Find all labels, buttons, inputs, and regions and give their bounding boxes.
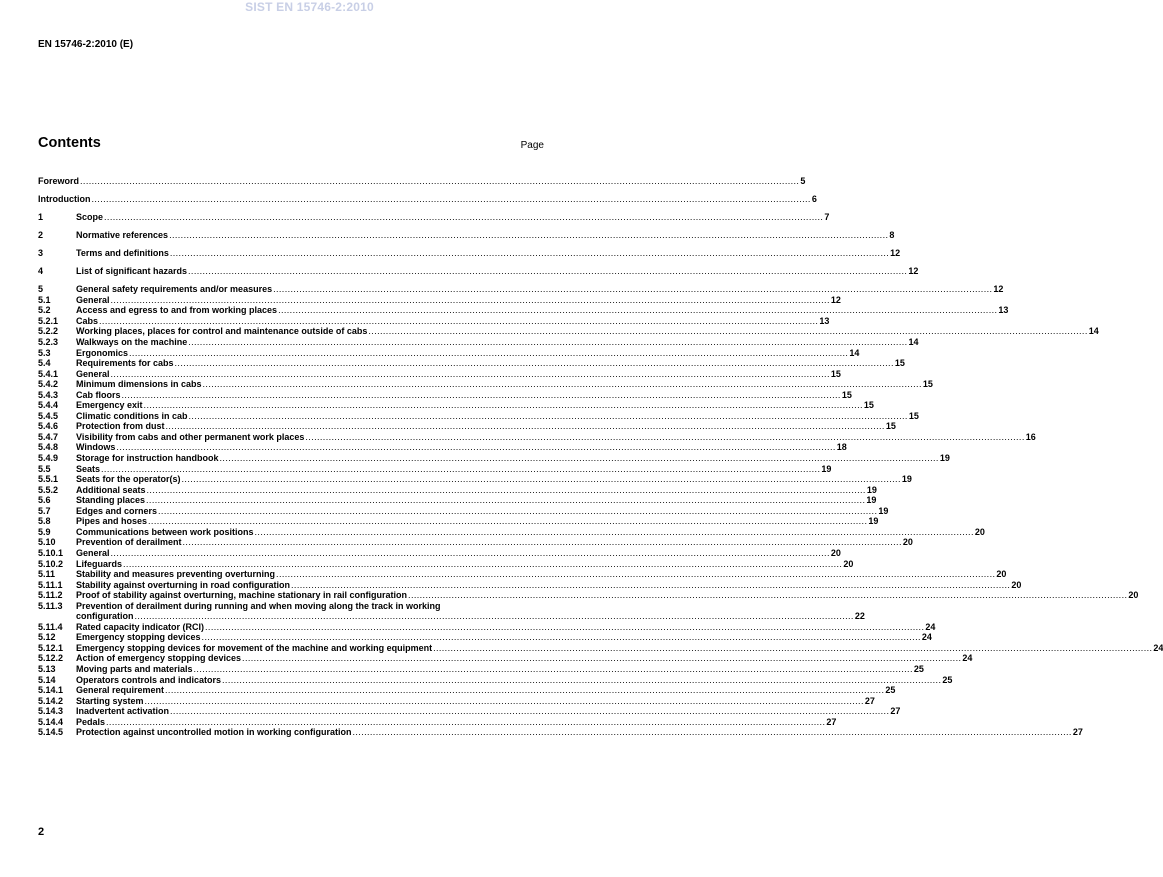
toc-entry-page: 15 bbox=[908, 410, 919, 421]
toc-entry-number: 5.11.2 bbox=[38, 590, 63, 601]
toc-entry-page: 15 bbox=[841, 389, 852, 400]
toc-entry-title: Emergency exit bbox=[76, 400, 143, 411]
toc-entry-page: 14 bbox=[1088, 326, 1099, 337]
toc-entry[interactable] bbox=[38, 442, 847, 453]
toc-entry-number: 4 bbox=[38, 266, 44, 277]
toc-entry-title: Visibility from cabs and other permanent work places bbox=[76, 431, 305, 442]
toc-entry-title: Moving parts and materials bbox=[76, 663, 193, 674]
toc-entry[interactable] bbox=[38, 516, 879, 527]
toc-entry[interactable] bbox=[38, 716, 837, 728]
toc-entry-title: Terms and definitions bbox=[76, 248, 169, 259]
toc-leader-dots bbox=[255, 527, 974, 538]
toc-leader-dots bbox=[111, 295, 830, 306]
toc-entry-number: 5.4.2 bbox=[38, 379, 59, 390]
toc-leader-dots bbox=[353, 727, 1072, 738]
toc-entry-page: 20 bbox=[843, 558, 854, 569]
toc-entry[interactable] bbox=[38, 706, 901, 717]
toc-leader-dots bbox=[80, 176, 799, 187]
toc-entry[interactable] bbox=[38, 212, 830, 223]
toc-entry-title: Proof of stability against overturning, machine stationary in rail configuration bbox=[76, 590, 408, 601]
toc-leader-dots bbox=[194, 664, 913, 675]
toc-entry-title: Windows bbox=[76, 442, 116, 453]
toc-entry-number: 5.6 bbox=[38, 495, 51, 506]
toc-entry-page: 24 bbox=[962, 653, 973, 664]
toc-entry[interactable] bbox=[38, 463, 832, 475]
toc-leader-dots bbox=[116, 442, 835, 453]
toc-leader-dots bbox=[111, 548, 830, 559]
toc-entry[interactable] bbox=[38, 400, 874, 411]
toc-entry-number: 5.4.9 bbox=[38, 453, 59, 464]
watermark: SIST EN 15746-2:2010 bbox=[245, 0, 374, 14]
toc-entry-title: Minimum dimensions in cabs bbox=[76, 379, 202, 390]
toc-entry[interactable] bbox=[38, 505, 889, 517]
toc-entry[interactable] bbox=[38, 685, 896, 696]
toc-entry[interactable] bbox=[38, 537, 913, 548]
toc-entry-number: 5.10.2 bbox=[38, 558, 64, 569]
toc-entry-number: 5.4.1 bbox=[38, 368, 59, 379]
toc-leader-dots bbox=[129, 348, 848, 359]
toc-entry[interactable] bbox=[38, 674, 953, 686]
toc-leader-dots bbox=[146, 495, 865, 506]
toc-entry-page: 20 bbox=[1011, 579, 1022, 590]
toc-entry-number: 5.11 bbox=[38, 569, 56, 580]
toc-entry-title: Scope bbox=[76, 212, 104, 223]
toc-entry[interactable] bbox=[38, 315, 830, 327]
toc-leader-dots bbox=[166, 421, 885, 432]
toc-entry-number: 5.14.3 bbox=[38, 706, 64, 717]
toc-entry-page: 19 bbox=[878, 505, 889, 516]
toc-entry[interactable] bbox=[38, 431, 1036, 443]
toc-entry-number: 5 bbox=[38, 284, 44, 295]
toc-entry-page: 20 bbox=[1128, 590, 1139, 601]
toc-entry-title: Prevention of derailment bbox=[76, 537, 182, 548]
toc-leader-dots bbox=[122, 390, 841, 401]
toc-entry[interactable] bbox=[38, 484, 877, 496]
toc-entry-number: 5.5.1 bbox=[38, 474, 59, 485]
toc-entry-number: 5.4.3 bbox=[38, 389, 59, 400]
toc-entry-page: 20 bbox=[830, 547, 841, 558]
toc-entry[interactable] bbox=[38, 194, 817, 205]
toc-entry[interactable] bbox=[38, 547, 841, 559]
toc-entry-number: 5.10.1 bbox=[38, 547, 64, 558]
toc-entry-title: Emergency stopping devices bbox=[76, 632, 201, 643]
toc-entry-page: 14 bbox=[849, 347, 860, 358]
toc-leader-dots bbox=[242, 653, 961, 664]
toc-leader-dots bbox=[205, 622, 924, 633]
toc-leader-dots bbox=[188, 266, 907, 277]
toc-entry-title: Operators controls and indicators bbox=[76, 674, 222, 685]
document-code: EN 15746-2:2010 (E) bbox=[38, 39, 134, 50]
toc-leader-dots bbox=[175, 358, 894, 369]
toc-entry-page: 5 bbox=[800, 176, 806, 186]
toc-entry-number: 5.2.1 bbox=[38, 315, 59, 326]
toc-entry-title: Working places, places for control and maintenance outside of cabs bbox=[76, 326, 368, 337]
toc-entry-number: 5.4.5 bbox=[38, 410, 59, 421]
toc-entry-number: 5.11.3 bbox=[38, 600, 63, 611]
toc-entry[interactable] bbox=[38, 368, 841, 380]
toc-leader-dots bbox=[147, 485, 866, 496]
toc-entry-title: Cabs bbox=[76, 315, 99, 326]
toc-entry-title: Storage for instruction handbook bbox=[76, 453, 219, 464]
toc-entry-title: General bbox=[76, 547, 110, 558]
toc-entry-page: 15 bbox=[922, 379, 933, 390]
toc-entry[interactable] bbox=[38, 642, 1163, 654]
toc-entry-title: Protection against uncontrolled motion in working configuration bbox=[76, 727, 352, 738]
toc-entry-number: 5.3 bbox=[38, 347, 51, 358]
toc-leader-dots bbox=[148, 516, 867, 527]
toc-entry-number: 5.2.2 bbox=[38, 326, 59, 337]
toc-entry[interactable] bbox=[38, 590, 1139, 601]
toc-entry-number: 5.4.7 bbox=[38, 431, 59, 442]
toc-entry-title: Standing places bbox=[76, 495, 146, 506]
toc-leader-dots bbox=[189, 411, 908, 422]
toc-entry-title: Introduction bbox=[38, 194, 91, 205]
toc-entry-title: Communications between work positions bbox=[76, 526, 254, 537]
toc-entry-page: 27 bbox=[864, 695, 875, 706]
toc-entry[interactable] bbox=[38, 495, 877, 506]
toc-entry-title: Walkways on the machine bbox=[76, 337, 188, 348]
toc-entry-number: 5.10 bbox=[38, 537, 56, 548]
toc-entry[interactable] bbox=[38, 695, 875, 707]
toc-leader-dots bbox=[203, 379, 922, 390]
toc-entry-page: 19 bbox=[901, 474, 912, 485]
toc-entry-number: 2 bbox=[38, 230, 44, 241]
contents-heading: Contents bbox=[38, 135, 101, 151]
toc-entry-number: 5.4 bbox=[38, 358, 51, 369]
toc-leader-dots bbox=[145, 696, 864, 707]
toc-entry[interactable] bbox=[38, 558, 854, 570]
toc-entry[interactable] bbox=[38, 266, 919, 277]
toc-entry-number: 5.2 bbox=[38, 305, 51, 316]
toc-leader-dots bbox=[368, 326, 1087, 337]
toc-entry-page: 19 bbox=[939, 453, 950, 464]
toc-entry-title: Seats for the operator(s) bbox=[76, 474, 181, 485]
toc-entry-page: 16 bbox=[1025, 431, 1036, 442]
toc-entry[interactable] bbox=[38, 358, 905, 369]
toc-entry[interactable] bbox=[38, 326, 1099, 337]
toc-entry-title: Seats bbox=[76, 463, 101, 474]
toc-entry-page: 13 bbox=[998, 305, 1009, 316]
toc-entry-title: Normative references bbox=[76, 230, 169, 241]
toc-entry-page: 20 bbox=[996, 569, 1007, 580]
toc-entry-title: Pedals bbox=[76, 716, 106, 727]
toc-entry-page: 19 bbox=[866, 484, 877, 495]
toc-entry-number: 5.9 bbox=[38, 526, 51, 537]
toc-entry-title: Cab floors bbox=[76, 389, 121, 400]
toc-leader-dots bbox=[273, 284, 992, 295]
toc-entry[interactable] bbox=[38, 421, 896, 432]
toc-entry-page: 19 bbox=[868, 516, 879, 527]
toc-entry-page: 15 bbox=[863, 400, 874, 411]
toc-entry[interactable] bbox=[38, 569, 1007, 580]
toc-entry-number: 5.4.6 bbox=[38, 421, 59, 432]
toc-entry-page: 15 bbox=[894, 358, 905, 369]
toc-entry[interactable] bbox=[38, 453, 950, 464]
toc-entry-number: 5.12.1 bbox=[38, 642, 64, 653]
toc-entry-number: 5.2.3 bbox=[38, 337, 59, 348]
toc-leader-dots bbox=[182, 474, 901, 485]
toc-entry-number: 5.12 bbox=[38, 632, 56, 643]
toc-entry-title: General safety requirements and/or measures bbox=[76, 284, 273, 295]
toc-entry-page: 25 bbox=[885, 685, 896, 696]
toc-entry-title: Foreword bbox=[38, 176, 80, 186]
toc-entry-page: 18 bbox=[836, 442, 847, 453]
toc-entry-number: 5.5.2 bbox=[38, 484, 59, 495]
toc-entry-title: Edges and corners bbox=[76, 505, 158, 516]
toc-entry-number: 5.5 bbox=[38, 463, 51, 474]
toc-entry-continuation[interactable] bbox=[38, 611, 865, 622]
toc-entry-page: 15 bbox=[885, 421, 896, 432]
toc-leader-dots bbox=[170, 248, 889, 259]
toc-entry-title: Ergonomics bbox=[76, 347, 129, 358]
toc-entry-number: 5.14.5 bbox=[38, 727, 64, 738]
toc-entry[interactable] bbox=[38, 526, 985, 538]
toc-entry-page: 13 bbox=[819, 315, 830, 326]
toc-leader-dots bbox=[158, 506, 877, 517]
toc-leader-dots bbox=[188, 337, 907, 348]
toc-entry[interactable] bbox=[38, 632, 932, 643]
table-of-contents bbox=[38, 176, 1163, 738]
toc-entry[interactable] bbox=[38, 337, 919, 348]
toc-entry[interactable] bbox=[38, 347, 860, 359]
toc-entry-page: 12 bbox=[890, 248, 901, 259]
toc-entry-title: General bbox=[76, 368, 110, 379]
toc-entry-title: Lifeguards bbox=[76, 558, 123, 569]
toc-leader-dots bbox=[92, 194, 811, 205]
toc-leader-dots bbox=[123, 559, 842, 570]
toc-entry-page: 8 bbox=[889, 230, 895, 241]
toc-entry-title: Inadvertent activation bbox=[76, 706, 170, 717]
toc-entry-title: Rated capacity indicator (RCI) bbox=[76, 621, 205, 632]
toc-leader-dots bbox=[99, 316, 818, 327]
toc-entry-title: List of significant hazards bbox=[76, 266, 188, 277]
toc-entry-title: Emergency stopping devices for movement of the machine and working equipment bbox=[76, 642, 433, 653]
toc-entry-title: Climatic conditions in cab bbox=[76, 410, 188, 421]
toc-leader-dots bbox=[165, 685, 884, 696]
toc-entry[interactable] bbox=[38, 727, 1083, 738]
toc-leader-dots bbox=[111, 369, 830, 380]
toc-entry-title: Prevention of derailment during running and when moving along the track in working bbox=[76, 600, 441, 611]
toc-entry-page: 25 bbox=[942, 674, 953, 685]
toc-entry-number: 3 bbox=[38, 248, 44, 259]
toc-entry-number: 1 bbox=[38, 212, 44, 223]
toc-entry-title: Stability and measures preventing overturning bbox=[76, 569, 276, 580]
toc-leader-dots bbox=[106, 717, 825, 728]
toc-entry[interactable] bbox=[38, 284, 1004, 295]
toc-leader-dots bbox=[222, 675, 941, 686]
toc-leader-dots bbox=[278, 305, 997, 316]
toc-leader-dots bbox=[220, 453, 939, 464]
toc-entry-title: Starting system bbox=[76, 695, 144, 706]
toc-entry-title: Additional seats bbox=[76, 484, 146, 495]
toc-entry[interactable] bbox=[38, 621, 936, 633]
toc-leader-dots bbox=[202, 632, 921, 643]
toc-entry[interactable] bbox=[38, 389, 852, 401]
toc-entry-number: 5.11.1 bbox=[38, 579, 63, 590]
toc-entry-number: 5.8 bbox=[38, 516, 51, 527]
toc-entry-page: 25 bbox=[913, 663, 924, 674]
toc-entry[interactable] bbox=[38, 663, 924, 675]
toc-entry-title: Requirements for cabs bbox=[76, 358, 174, 369]
toc-leader-dots bbox=[276, 569, 995, 580]
toc-entry-page: 14 bbox=[908, 337, 919, 348]
toc-entry-page: 27 bbox=[890, 706, 901, 717]
toc-entry-number: 5.14.1 bbox=[38, 685, 64, 696]
toc-entry-page: 19 bbox=[821, 463, 832, 474]
toc-entry-title: General requirement bbox=[76, 685, 165, 696]
toc-entry-title: Stability against overturning in road configuration bbox=[76, 579, 291, 590]
toc-entry-page: 27 bbox=[826, 716, 837, 727]
page-number: 2 bbox=[38, 826, 45, 838]
toc-entry-page: 20 bbox=[902, 537, 913, 548]
toc-entry-page: 12 bbox=[993, 284, 1004, 295]
toc-entry-title: Action of emergency stopping devices bbox=[76, 653, 242, 664]
toc-entry-page: 24 bbox=[1153, 642, 1163, 653]
toc-entry-page: 15 bbox=[830, 368, 841, 379]
toc-entry[interactable] bbox=[38, 579, 1022, 591]
toc-entry-title: Pipes and hoses bbox=[76, 516, 148, 527]
toc-entry-title: Access and egress to and from working places bbox=[76, 305, 278, 316]
toc-entry-page: 22 bbox=[854, 611, 865, 622]
toc-entry-title: General bbox=[76, 294, 110, 305]
toc-leader-dots bbox=[135, 611, 854, 622]
toc-entry-page: 27 bbox=[1072, 727, 1083, 738]
toc-entry-title: Protection from dust bbox=[76, 421, 165, 432]
toc-leader-dots bbox=[433, 643, 1152, 654]
toc-leader-dots bbox=[169, 230, 888, 241]
toc-entry[interactable] bbox=[38, 294, 841, 306]
toc-entry[interactable] bbox=[38, 653, 973, 664]
toc-entry-number: 5.7 bbox=[38, 505, 51, 516]
toc-entry-page: 20 bbox=[974, 526, 985, 537]
toc-entry-number: 5.12.2 bbox=[38, 653, 64, 664]
toc-leader-dots bbox=[183, 537, 902, 548]
toc-entry-number: 5.11.4 bbox=[38, 621, 63, 632]
toc-entry-page: 12 bbox=[830, 294, 841, 305]
toc-entry[interactable] bbox=[38, 474, 912, 485]
toc-entry-number: 5.4.8 bbox=[38, 442, 59, 453]
toc-leader-dots bbox=[291, 580, 1010, 591]
toc-entry[interactable] bbox=[38, 176, 806, 187]
toc-leader-dots bbox=[408, 590, 1127, 601]
toc-entry-number: 5.14 bbox=[38, 674, 56, 685]
toc-entry[interactable] bbox=[38, 248, 901, 259]
toc-entry-page: 6 bbox=[811, 194, 817, 205]
toc-leader-dots bbox=[144, 400, 863, 411]
toc-entry-number: 5.13 bbox=[38, 663, 56, 674]
toc-entry[interactable] bbox=[38, 305, 1009, 316]
toc-entry-page: 24 bbox=[921, 632, 932, 643]
toc-entry-number: 5.4.4 bbox=[38, 400, 59, 411]
toc-entry-title-continued: configuration bbox=[76, 611, 134, 622]
toc-entry-page: 24 bbox=[925, 621, 936, 632]
toc-entry-page: 19 bbox=[866, 495, 877, 506]
toc-leader-dots bbox=[305, 432, 1024, 443]
toc-entry-page: 12 bbox=[908, 266, 919, 277]
toc-entry[interactable] bbox=[38, 230, 895, 241]
toc-entry[interactable] bbox=[38, 410, 919, 422]
toc-entry[interactable] bbox=[38, 601, 545, 612]
toc-leader-dots bbox=[101, 464, 820, 475]
toc-leader-dots bbox=[170, 706, 889, 717]
toc-entry[interactable] bbox=[38, 379, 933, 390]
toc-entry-number: 5.14.2 bbox=[38, 695, 64, 706]
page-column-label: Page bbox=[520, 140, 544, 151]
toc-entry-number: 5.14.4 bbox=[38, 716, 64, 727]
toc-entry-number: 5.1 bbox=[38, 294, 51, 305]
toc-leader-dots bbox=[104, 212, 823, 223]
toc-entry-page: 7 bbox=[824, 212, 830, 223]
